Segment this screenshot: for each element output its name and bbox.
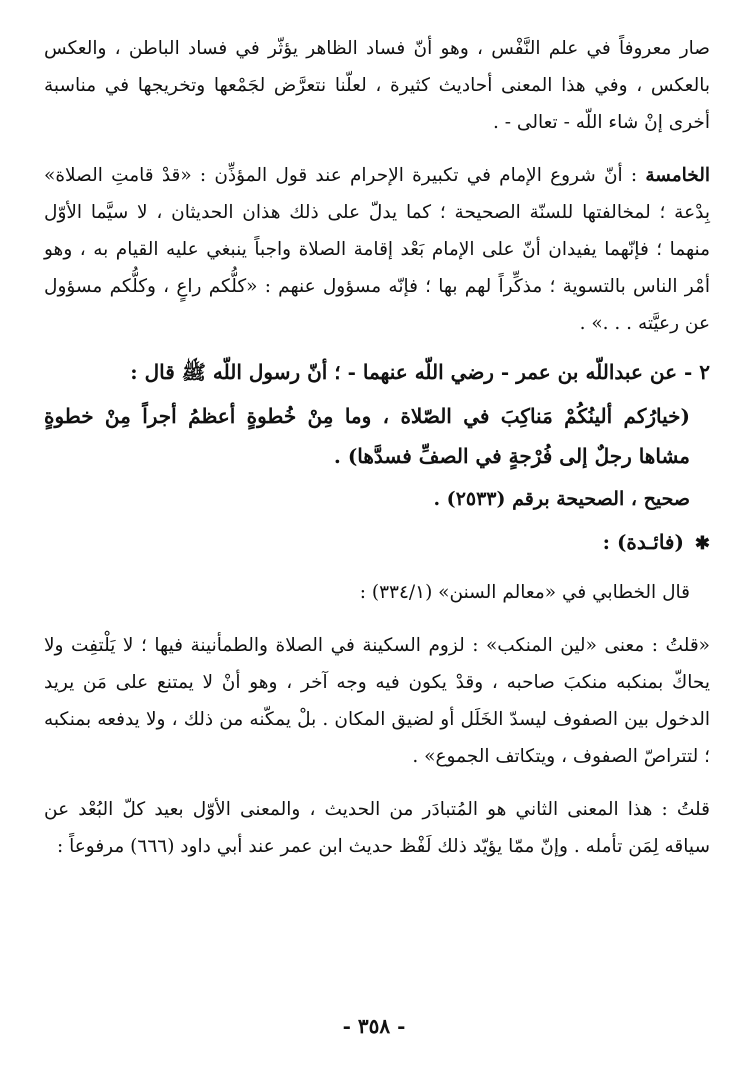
closing-paragraph: قلتُ : هذا المعنى الثاني هو المُتبادَر من الحديث ، والمعنى الأوّل بعيد كلّ البُعْد عن سياقه لِمَن تأمله . وإنّ ممّا يؤيّد ذلك لَفْظ حديث ابن عمر عند أبي داود (٦٦٦) مرفوعاً : — [44, 799, 710, 857]
fifth-text: : أنّ شروع الإمام في تكبيرة الإحرام عند قول المؤذِّن : «قدْ قامتِ الصلاة» بِدْعة ؛ لمخالفتها للسنّة الصحيحة ؛ كما يدلّ على ذلك هذان الحديثان ، لا سيَّما الأوّل منهما ؛ فإنّهما يفيدان أنّ على الإمام بَعْد إقامة الصلاة واجباً ينبغي عليه القيام به ، وهو أمْر الناس بالتسوية ؛ مذكِّراً لهم بها ؛ فإنّه مسؤول عنهم : «كلُّكم راعٍ ، وكلُّكم مسؤول عن رعيَّته . . .» . — [44, 165, 710, 334]
fifth-label: الخامسة — [645, 165, 710, 186]
benefit-heading-line — [44, 522, 710, 564]
hadith-heading: ٢ - عن عبداللّه بن عمر - رضي اللّه عنهما - ؛ أنّ رسول اللّه ﷺ قال : — [130, 360, 710, 384]
asterisk-icon: ✱ — [694, 533, 710, 554]
hadith-grade: صحيح ، الصحيحة برقم (٢٥٣٣) . — [433, 488, 690, 510]
paragraph-fifth-point — [44, 157, 710, 342]
page-number: - ٣٥٨ - — [342, 1014, 406, 1038]
source-citation: قال الخطابي في «معالم السنن» (٣٣٤/١) : — [359, 582, 690, 603]
hadith-text: (خيارُكم ألينُكُمْ مَناكِبَ في الصّلاة ، وما مِنْ خُطوةٍ أعظمُ أجراً مِنْ خطوةٍ مشاها رجلٌ إلى فُرْجةٍ في الصفِّ فسدَّها) . — [44, 404, 690, 468]
khattabi-quote: «قلتُ : معنى «لين المنكب» : لزوم السكينة في الصلاة والطمأنينة فيها ؛ لا يَلْتفِت ولا يحاكّ بمنكبه منكبَ صاحبه ، وقدْ يكون فيه وجه آخر ، وهو أنْ لا يمتنع على مَن يريد الدخول بين الصفوف ليسدّ الخَلَل أو لضيق المكان . بلْ يمكّنه من ذلك ، ولا يدفعه بمنكبه ؛ لتتراصّ الصفوف ، ويتكاتف الجموع» . — [44, 635, 710, 767]
paragraph-nafs: صار معروفاً في علم النَّفْس ، وهو أنّ فساد الظاهر يؤثّر في فساد الباطن ، والعكس بالعكس ، وفي هذا المعنى أحاديث كثيرة ، لعلّنا نتعرَّض لجَمْعها وتخريجها في مناسبة أخرى إنْ شاء اللّه - تعالى - . — [44, 38, 710, 133]
benefit-heading: (فائـدة) : — [602, 530, 684, 554]
page-content — [44, 30, 710, 865]
